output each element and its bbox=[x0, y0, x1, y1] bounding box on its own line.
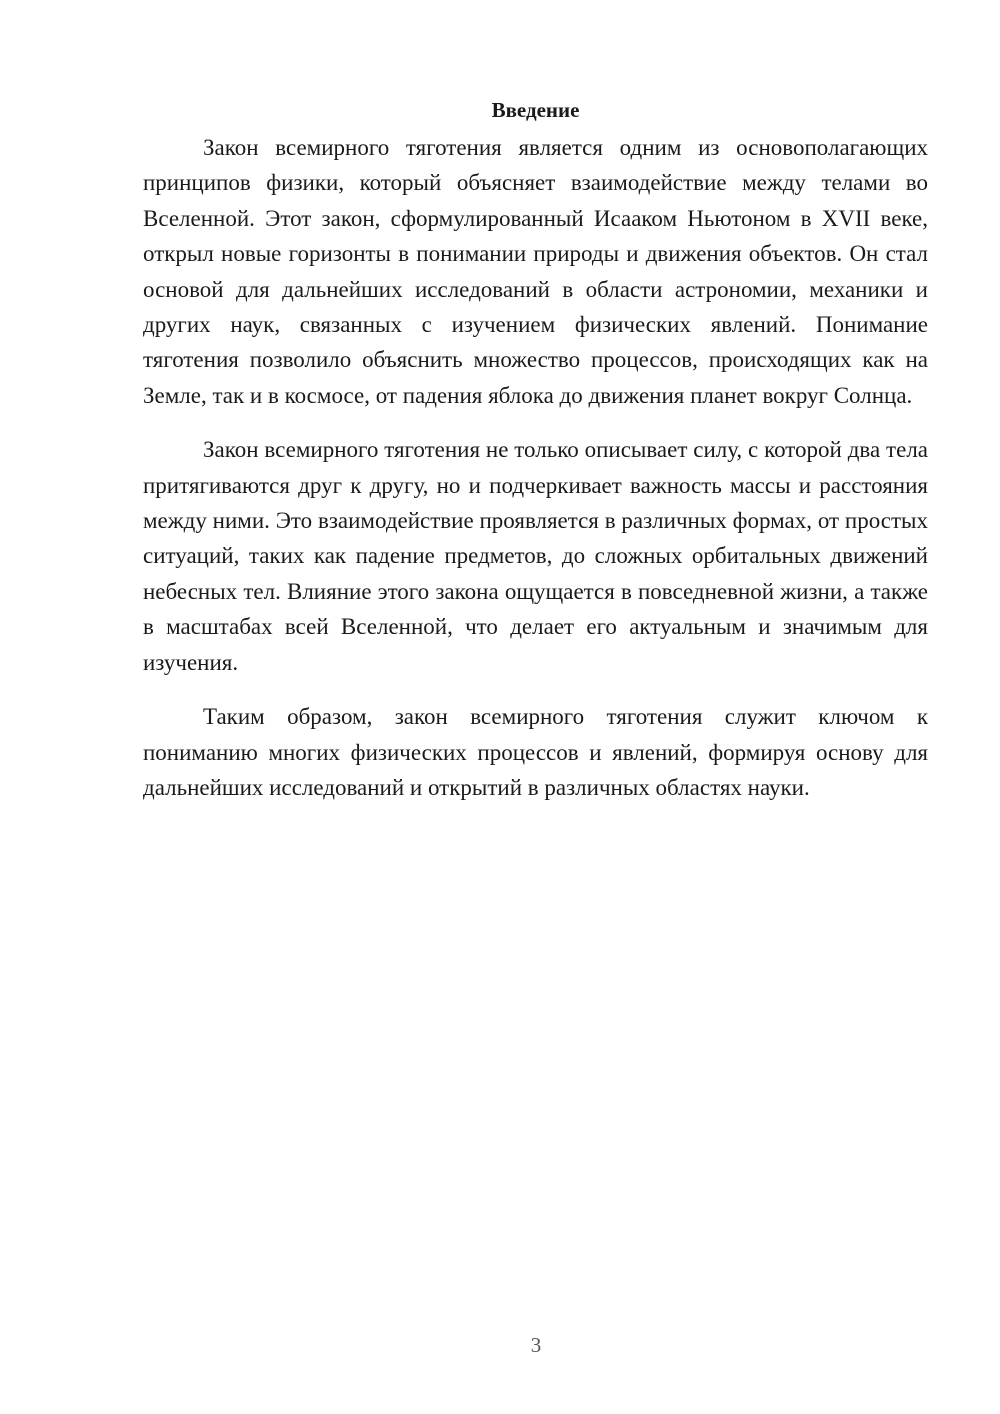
page-number: 3 bbox=[530, 1333, 542, 1357]
paragraph: Закон всемирного тяготения не только описывает силу, с которой два тела притягиваются друг к другу, но и подчеркивает важность массы и расстояния между ними. Это взаимодействие проявляется в различных формах, от простых ситуаций, таких как падение предметов, до сложных орбитальных движений небесных тел. Влияние этого закона ощущается в повседневной жизни, а также в масштабах всей Вселенной, что делает его актуальным и значимым для изучения. bbox=[143, 437, 928, 675]
page-content bbox=[143, 92, 928, 805]
section-heading: Введение bbox=[491, 98, 580, 122]
paragraph: Таким образом, закон всемирного тяготения служит ключом к пониманию многих физических процессов и явлений, формируя основу для дальнейших исследований и открытий в различных областях науки. bbox=[143, 704, 928, 800]
paragraph: Закон всемирного тяготения является одним из основополагающих принципов физики, который объясняет взаимодействие между телами во Вселенной. Этот закон, сформулированный Исааком Ньютоном в XVII веке, открыл новые горизонты в понимании природы и движения объектов. Он стал основой для дальнейших исследований в области астрономии, механики и других наук, связанных с изучением физических явлений. Понимание тяготения позволило объяснить множество процессов, происходящих как на Земле, так и в космосе, от падения яблока до движения планет вокруг Солнца. bbox=[143, 135, 928, 408]
